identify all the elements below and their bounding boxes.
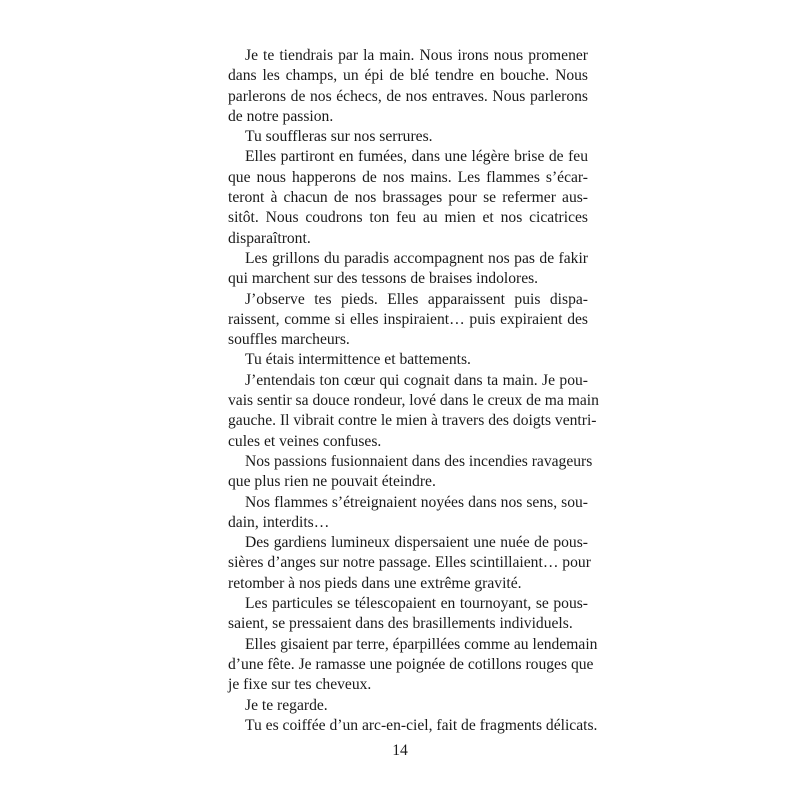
text-line: retomber à nos pieds dans une extrême gravité. <box>228 574 522 592</box>
paragraph <box>228 594 588 635</box>
text-line: Je te regarde. <box>245 696 328 714</box>
text-line: J’entendais ton cœur qui cognait dans ta main. Je pou- <box>245 371 588 389</box>
paragraph <box>228 716 598 736</box>
text-line: dans les champs, un épi de blé tendre en bouche. Nous <box>228 67 588 85</box>
text-line: de notre passion. <box>228 107 334 125</box>
paragraph <box>228 696 588 716</box>
text-line: Nos flammes s’étreignaient noyées dans nos sens, sou- <box>245 493 588 511</box>
text-line: teront à chacun de nos brassages pour se refermer aus- <box>228 189 588 207</box>
text-line: Elles gisaient par terre, éparpillées comme au lendemain <box>245 635 598 653</box>
paragraph <box>228 249 588 290</box>
text-line: dain, interdits… <box>228 513 330 531</box>
text-line: sières d’anges sur notre passage. Elles scintillaient… pour <box>228 554 591 572</box>
paragraph <box>228 452 593 493</box>
text-line: d’une fête. Je ramasse une poignée de cotillons rouges que <box>228 655 594 673</box>
text-line: qui marchent sur des tessons de braises indolores. <box>228 270 539 288</box>
text-line: J’observe tes pieds. Elles apparaissent puis dispa- <box>245 290 588 308</box>
text-line: disparaîtront. <box>228 229 311 247</box>
page-number: 14 <box>392 742 408 759</box>
text-line: Tu es coiffée d’un arc-en-ciel, fait de fragments délicats. <box>245 716 598 734</box>
text-line: Les grillons du paradis accompagnent nos pas de fakir <box>245 249 588 267</box>
paragraph <box>228 350 588 370</box>
text-line: Tu souffleras sur nos serrures. <box>245 128 433 146</box>
text-line: je fixe sur tes cheveux. <box>228 676 372 694</box>
paragraph <box>228 127 588 147</box>
paragraph <box>228 147 588 248</box>
text-line: Nos passions fusionnaient dans des incendies ravageurs <box>245 452 593 470</box>
text-line: parlerons de nos échecs, de nos entraves. Nous parlerons <box>228 87 588 105</box>
paragraph <box>228 371 599 452</box>
text-line: Elles partiront en fumées, dans une légère brise de feu <box>245 148 588 166</box>
paragraph <box>228 533 591 594</box>
text-line: Tu étais intermittence et battements. <box>245 351 471 369</box>
paragraph <box>228 46 588 127</box>
text-line: Je te tiendrais par la main. Nous irons nous promener <box>245 47 588 64</box>
text-line: sitôt. Nous coudrons ton feu au mien et nos cicatrices <box>228 209 588 227</box>
text-line: gauche. Il vibrait contre le mien à travers des doigts ventri- <box>228 412 597 430</box>
text-line: que plus rien ne pouvait éteindre. <box>228 473 436 491</box>
text-line: vais sentir sa douce rondeur, lové dans le creux de ma main <box>228 392 599 410</box>
paragraph <box>228 635 598 696</box>
body-text <box>228 46 599 736</box>
paragraph <box>228 290 588 351</box>
text-line: cules et veines confuses. <box>228 432 382 450</box>
text-line: souffles marcheurs. <box>228 331 350 349</box>
text-line: que nous happerons de nos mains. Les flammes s’écar- <box>228 168 588 186</box>
text-line: Des gardiens lumineux dispersaient une nuée de pous- <box>245 534 588 552</box>
text-line: raissent, comme si elles inspiraient… puis expiraient des <box>228 310 588 328</box>
paragraph <box>228 493 588 534</box>
text-line: saient, se pressaient dans des brasillements individuels. <box>228 615 573 633</box>
text-line: Les particules se télescopaient en tournoyant, se pous- <box>245 595 588 613</box>
